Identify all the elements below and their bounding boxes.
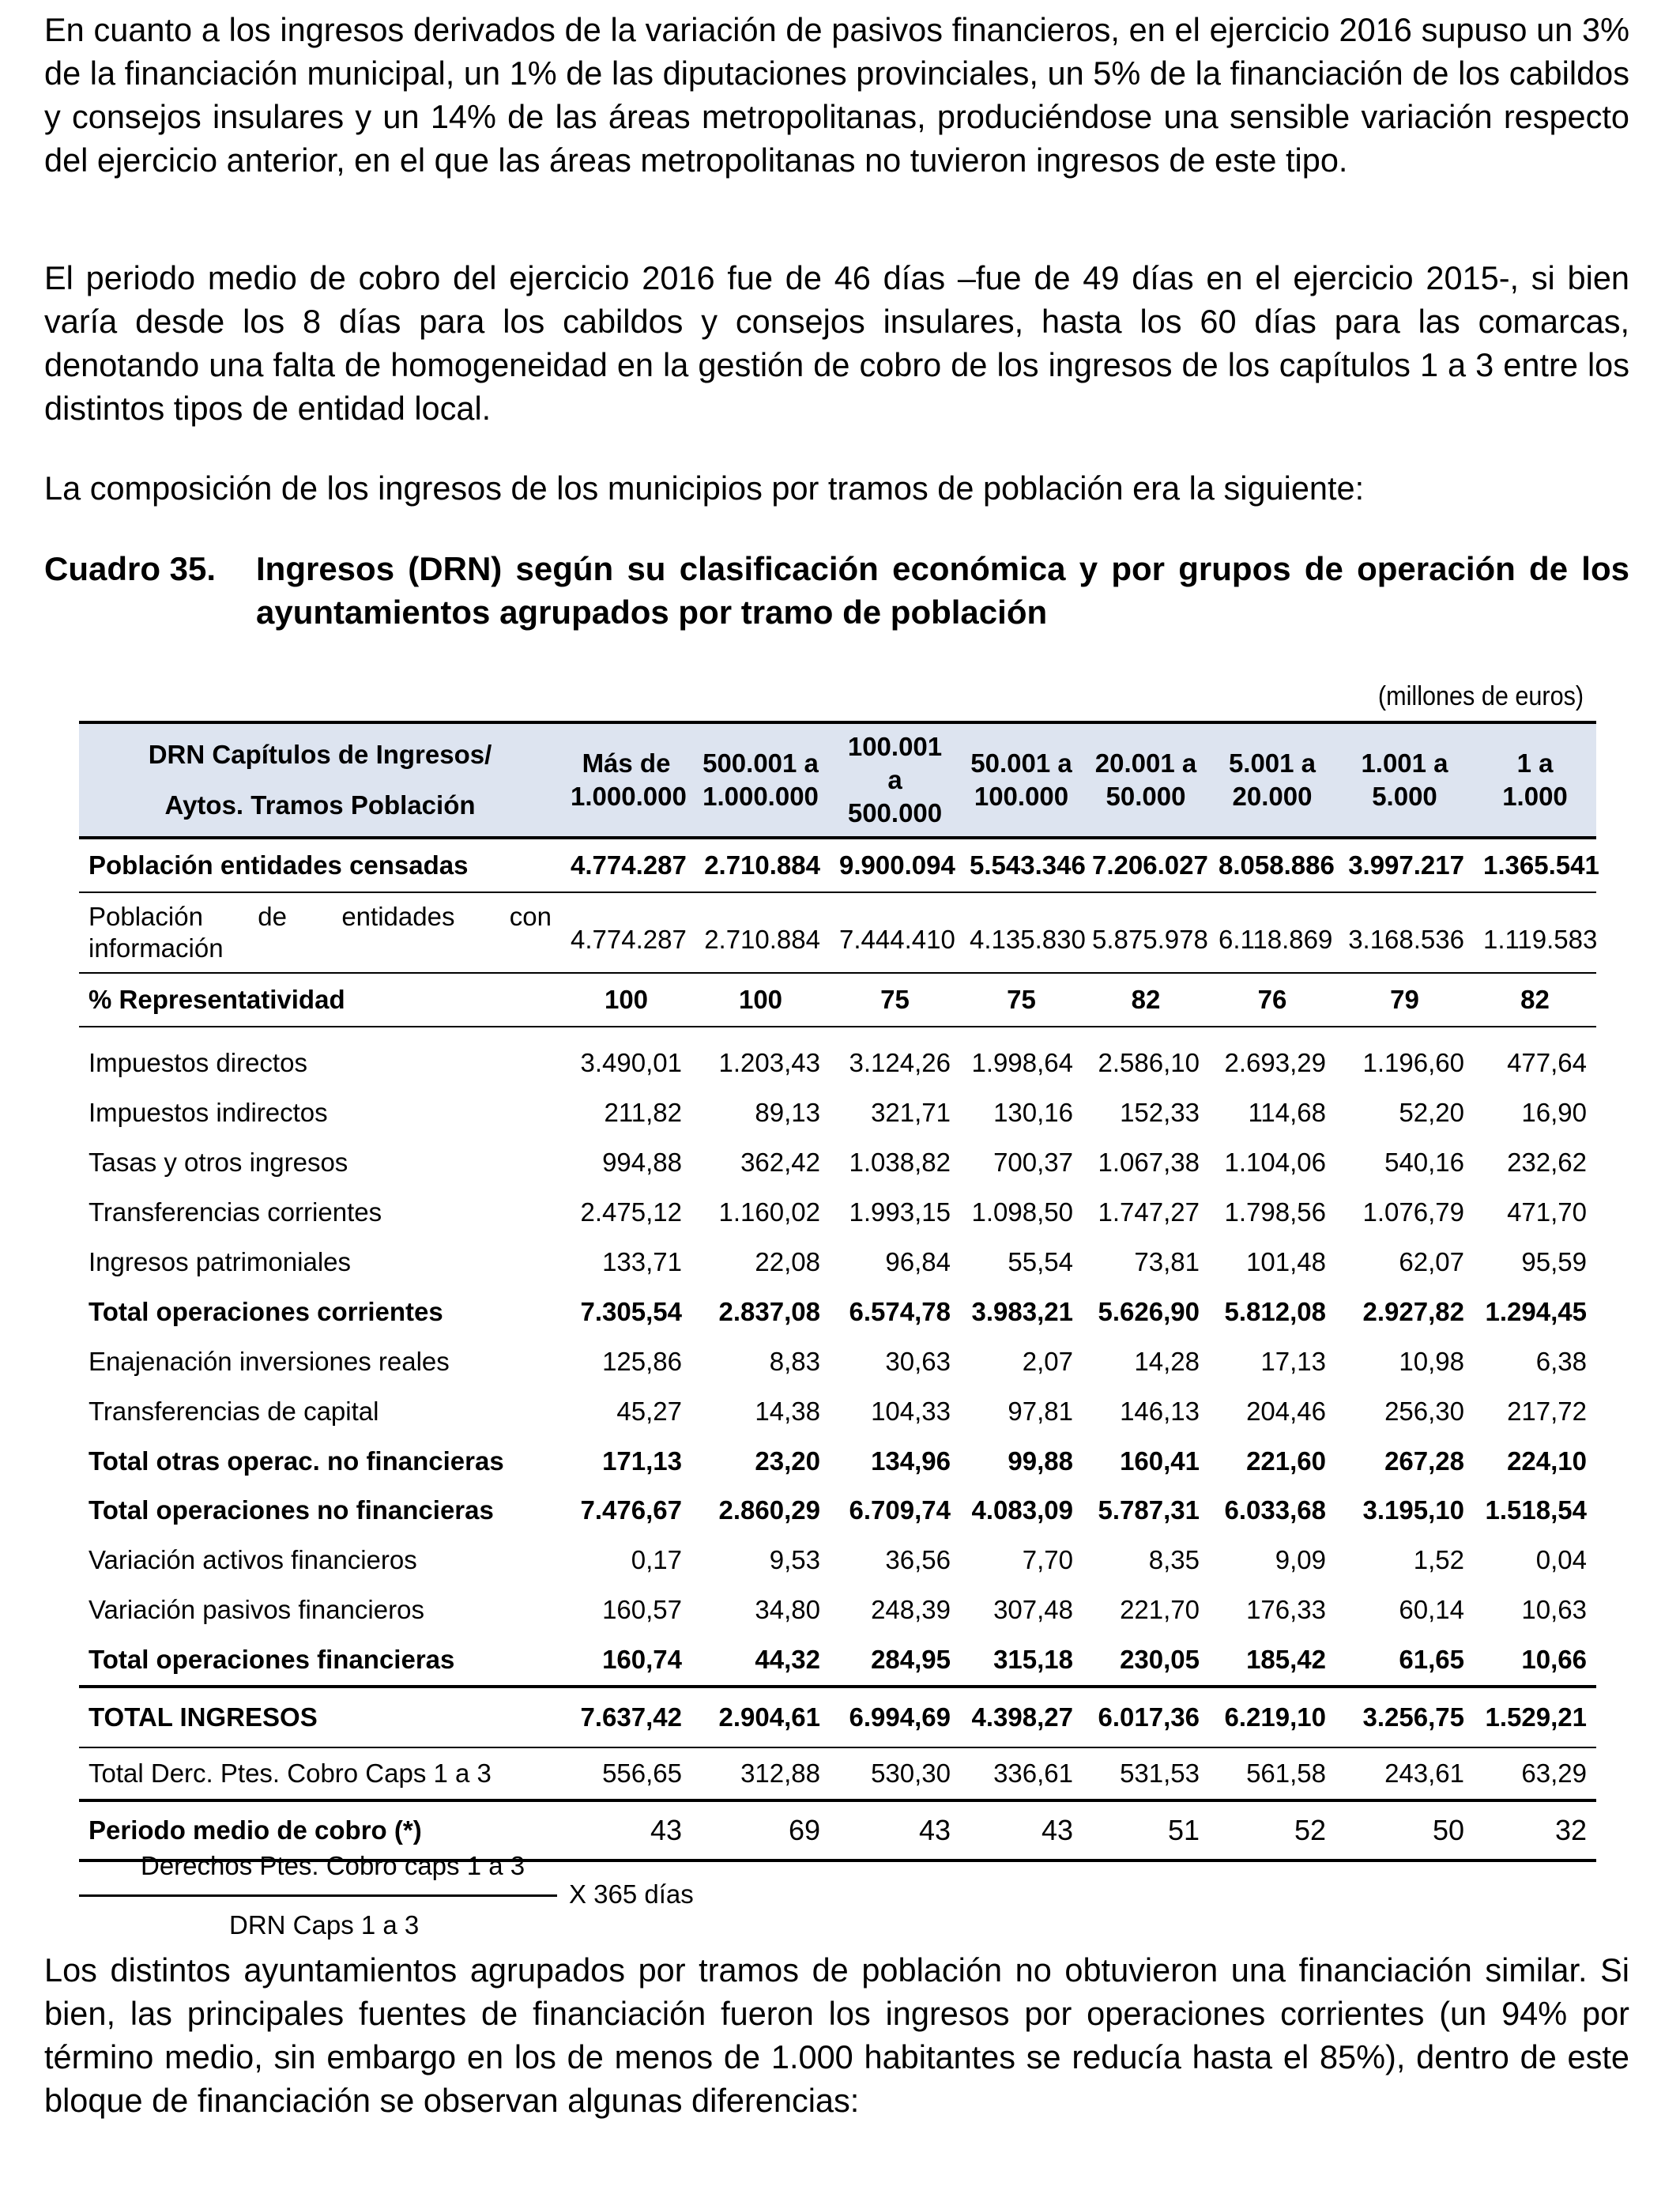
table-cell: 8,83 xyxy=(769,1346,820,1376)
table-cell: 2.904,61 xyxy=(691,1687,830,1747)
row-label: Variación pasivos financieros xyxy=(89,1595,424,1625)
table-cell: 211,82 xyxy=(604,1098,682,1128)
table-cell: 9.900.094 xyxy=(830,838,960,892)
table-row xyxy=(79,1635,1596,1687)
table-cell: 994,88 xyxy=(602,1148,682,1178)
table-cell: 160,41 xyxy=(1120,1446,1200,1476)
table-cell: 100 xyxy=(691,973,830,1027)
table-row xyxy=(79,892,1596,973)
closing-paragraph: Los distintos ayuntamientos agrupados por tramos de población no obtuvieron una financiación similar. Si bien, las principales fuentes de financiación fueron los ingresos por operaciones corrientes (un 94% por término medio, sin embargo en los de menos de 1.000 habitantes se reducía hasta el 85%), dentro de este bloque de financiación se observan algunas diferencias: xyxy=(44,1951,1629,2119)
table-cell: 1,52 xyxy=(1413,1545,1464,1575)
header-col-1: Más de 1.000.000 xyxy=(561,722,691,838)
table-cell: 125,86 xyxy=(602,1346,682,1376)
table-cell: 1.098,50 xyxy=(971,1197,1073,1227)
table-cell: 16,90 xyxy=(1521,1098,1587,1128)
units-note: (millones de euros) xyxy=(1377,681,1584,711)
table-cell: 3.490,01 xyxy=(580,1048,682,1078)
table-cell: 75 xyxy=(830,973,960,1027)
table-cell: 10,98 xyxy=(1399,1346,1464,1376)
header-col-2: 500.001 a 1.000.000 xyxy=(691,722,830,838)
table-cell: 204,46 xyxy=(1246,1396,1326,1426)
table-cell: 5.787,31 xyxy=(1098,1495,1200,1525)
table-cell: 284,95 xyxy=(830,1635,960,1687)
table-cell: 7.444.410 xyxy=(830,892,960,973)
table-cell: 4.083,09 xyxy=(971,1495,1073,1525)
table-cell: 1.998,64 xyxy=(971,1048,1073,1078)
table-cell: 1.294,45 xyxy=(1485,1296,1587,1326)
table-cell: 7.637,42 xyxy=(561,1687,691,1747)
table-row xyxy=(79,1088,1596,1138)
table-cell: 44,32 xyxy=(691,1635,830,1687)
table-cell: 2.586,10 xyxy=(1098,1048,1200,1078)
table-cell: 336,61 xyxy=(960,1747,1083,1800)
table-cell: 2.927,82 xyxy=(1362,1296,1464,1326)
table-cell: 7.476,67 xyxy=(580,1495,682,1525)
table-cell: 43 xyxy=(830,1800,960,1860)
table-cell: 5.626,90 xyxy=(1098,1296,1200,1326)
table-cell: 224,10 xyxy=(1507,1446,1587,1476)
table-cell: 477,64 xyxy=(1507,1048,1587,1078)
table-cell: 248,39 xyxy=(871,1595,951,1625)
table-cell: 152,33 xyxy=(1120,1098,1200,1128)
row-label: Impuestos directos xyxy=(89,1048,307,1078)
table-cell: 315,18 xyxy=(960,1635,1083,1687)
table-cell: 1.119.583 xyxy=(1474,892,1596,973)
row-label: Tasas y otros ingresos xyxy=(89,1148,348,1178)
table-row xyxy=(79,973,1596,1027)
table-cell: 6.574,78 xyxy=(849,1296,951,1326)
table-cell: 5.812,08 xyxy=(1224,1296,1326,1326)
row-label-word: información xyxy=(89,933,224,963)
row-label: Transferencias de capital xyxy=(89,1396,379,1426)
row-label: Total otras operac. no financieras xyxy=(89,1446,504,1476)
table-cell: 17,13 xyxy=(1260,1346,1326,1376)
table-cell: 176,33 xyxy=(1246,1595,1326,1625)
table-cell: 2.710.884 xyxy=(691,892,830,973)
table-row xyxy=(79,1287,1596,1336)
collection-period-paragraph: El periodo medio de cobro del ejercicio 2016 fue de 46 días –fue de 49 días en el ejercicio 2015-, si bien varía desde los 8 días para los cabildos y consejos insulares, hasta los 60 días para las comarcas, denotando una falta de homogeneidad en la gestión de cobro de los ingresos de los capítulos 1 a 3 entre los distintos tipos de entidad local. xyxy=(44,259,1629,427)
table-cell: 8.058.886 xyxy=(1209,838,1335,892)
table-cell: 3.168.536 xyxy=(1335,892,1474,973)
table-cell: 114,68 xyxy=(1248,1098,1326,1128)
table-cell: 34,80 xyxy=(755,1595,820,1625)
table-cell: 530,30 xyxy=(830,1747,960,1800)
table-row xyxy=(79,1687,1596,1747)
table-cell: 100 xyxy=(561,973,691,1027)
row-label: Población entidades censadas xyxy=(79,838,561,892)
table-cell: 55,54 xyxy=(1008,1247,1073,1276)
table-cell: 312,88 xyxy=(691,1747,830,1800)
table-row xyxy=(79,838,1596,892)
row-label: Variación activos financieros xyxy=(89,1545,417,1575)
table-cell: 1.076,79 xyxy=(1362,1197,1464,1227)
row-label: TOTAL INGRESOS xyxy=(79,1687,561,1747)
table-cell: 221,70 xyxy=(1120,1595,1200,1625)
table-row xyxy=(79,1536,1596,1585)
table-cell: 134,96 xyxy=(871,1446,951,1476)
table-cell: 52,20 xyxy=(1399,1098,1464,1128)
table-cell: 1.104,06 xyxy=(1224,1148,1326,1178)
table-cell: 5.543.346 xyxy=(960,838,1083,892)
table-row xyxy=(79,1436,1596,1486)
table-cell: 9,53 xyxy=(769,1545,820,1575)
caption-number: Cuadro 35. xyxy=(44,550,217,587)
table-cell: 1.203,43 xyxy=(718,1048,820,1078)
table-cell: 561,58 xyxy=(1209,1747,1335,1800)
table-cell: 7.305,54 xyxy=(580,1296,682,1326)
row-label: % Representatividad xyxy=(79,973,561,1027)
income-table xyxy=(79,721,1599,1862)
table-row xyxy=(79,1386,1596,1436)
table-cell: 3.195,10 xyxy=(1362,1495,1464,1525)
table-cell: 8,35 xyxy=(1148,1545,1200,1575)
table-cell: 4.774.287 xyxy=(561,892,691,973)
row-label: Total operaciones financieras xyxy=(79,1635,561,1687)
table-cell: 0,04 xyxy=(1535,1545,1587,1575)
table-cell: 1.993,15 xyxy=(849,1197,951,1227)
table-row xyxy=(79,1238,1596,1287)
row-label-word: entidades xyxy=(341,902,455,931)
row-label-word: Población xyxy=(89,902,203,931)
table-cell: 232,62 xyxy=(1507,1148,1587,1178)
table-cell: 14,28 xyxy=(1134,1346,1200,1376)
composition-paragraph: La composición de los ingresos de los municipios por tramos de población era la siguiente: xyxy=(44,469,1365,507)
table-cell: 3.983,21 xyxy=(971,1296,1073,1326)
table-cell: 221,60 xyxy=(1246,1446,1326,1476)
table-cell: 22,08 xyxy=(755,1247,820,1276)
table-cell: 146,13 xyxy=(1120,1396,1200,1426)
table-cell: 171,13 xyxy=(602,1446,682,1476)
table-cell: 6.709,74 xyxy=(849,1495,951,1525)
table-cell: 1.196,60 xyxy=(1362,1048,1464,1078)
table-cell: 69 xyxy=(691,1800,830,1860)
formula-multiplier: X 365 días xyxy=(569,1879,694,1909)
table-cell: 10,63 xyxy=(1521,1595,1587,1625)
table-cell: 2.837,08 xyxy=(718,1296,820,1326)
table-cell: 2.475,12 xyxy=(580,1197,682,1227)
table-cell: 2.710.884 xyxy=(691,838,830,892)
table-cell: 531,53 xyxy=(1083,1747,1209,1800)
row-label: Enajenación inversiones reales xyxy=(89,1346,450,1376)
header-col-3: 100.001 a 500.000 xyxy=(830,722,960,838)
table-cell: 6.219,10 xyxy=(1209,1687,1335,1747)
table-cell: 1.529,21 xyxy=(1474,1687,1596,1747)
row-label-word: de xyxy=(258,902,287,931)
table-cell: 540,16 xyxy=(1384,1148,1464,1178)
table-cell: 133,71 xyxy=(602,1247,682,1276)
table-cell: 321,71 xyxy=(871,1098,951,1128)
table-cell: 52 xyxy=(1209,1800,1335,1860)
row-label xyxy=(79,892,561,973)
table-cell: 556,65 xyxy=(561,1747,691,1800)
table-cell: 101,48 xyxy=(1246,1247,1326,1276)
table-cell: 700,37 xyxy=(993,1148,1073,1178)
table-row xyxy=(79,1138,1596,1188)
table-row xyxy=(79,1336,1596,1386)
table-cell: 82 xyxy=(1083,973,1209,1027)
intro-paragraph: En cuanto a los ingresos derivados de la variación de pasivos financieros, en el ejercicio 2016 supuso un 3% de la financiación municipal, un 1% de las diputaciones provinciales, un 5% de la financiación de los cabildos y consejos insulares y un 14% de las áreas metropolitanas, produciéndose una sensible variación respecto del ejercicio anterior, en el que las áreas metropolitanas no tuvieron ingresos de este tipo. xyxy=(44,11,1629,179)
table-header-row xyxy=(79,722,1596,838)
table-cell: 6.994,69 xyxy=(830,1687,960,1747)
row-label: Transferencias corrientes xyxy=(89,1197,382,1227)
table-cell: 30,63 xyxy=(885,1346,951,1376)
table-cell: 4.135.830 xyxy=(960,892,1083,973)
table-cell: 9,09 xyxy=(1275,1545,1326,1575)
table-cell: 160,74 xyxy=(561,1635,691,1687)
table-cell: 76 xyxy=(1209,973,1335,1027)
header-col-4: 50.001 a 100.000 xyxy=(960,722,1083,838)
header-col-6: 5.001 a 20.000 xyxy=(1209,722,1335,838)
table-cell: 1.747,27 xyxy=(1098,1197,1200,1227)
table-cell: 1.067,38 xyxy=(1098,1148,1200,1178)
row-label: Ingresos patrimoniales xyxy=(89,1247,351,1276)
caption-title: Ingresos (DRN) según su clasificación económica y por grupos de operación de los ayuntamientos agrupados por tramo de población xyxy=(256,550,1629,631)
table-cell: 51 xyxy=(1083,1800,1209,1860)
header-first-line2: Aytos. Tramos Población xyxy=(164,790,476,820)
header-first-line1: DRN Capítulos de Ingresos/ xyxy=(148,740,492,769)
table-cell: 2.860,29 xyxy=(718,1495,820,1525)
row-label: Total operaciones no financieras xyxy=(89,1495,494,1525)
table-cell: 6.017,36 xyxy=(1083,1687,1209,1747)
header-col-8: 1 a 1.000 xyxy=(1474,722,1596,838)
header-col-7: 1.001 a 5.000 xyxy=(1335,722,1474,838)
table-cell: 104,33 xyxy=(871,1396,951,1426)
row-label: Total operaciones corrientes xyxy=(89,1296,443,1326)
row-label: Periodo medio de cobro (*) xyxy=(79,1800,561,1860)
table-cell: 10,66 xyxy=(1474,1635,1596,1687)
table-cell: 3.124,26 xyxy=(849,1048,951,1078)
table-cell: 96,84 xyxy=(885,1247,951,1276)
table-cell: 160,57 xyxy=(602,1595,682,1625)
table-cell: 79 xyxy=(1335,973,1474,1027)
table-cell: 1.518,54 xyxy=(1485,1495,1587,1525)
table-cell: 97,81 xyxy=(1008,1396,1073,1426)
table-cell: 36,56 xyxy=(885,1545,951,1575)
table-cell: 1.798,56 xyxy=(1224,1197,1326,1227)
header-first-cell xyxy=(79,722,561,838)
table-cell: 4.774.287 xyxy=(561,838,691,892)
row-label: Total Derc. Ptes. Cobro Caps 1 a 3 xyxy=(79,1747,561,1800)
table-cell: 63,29 xyxy=(1474,1747,1596,1800)
formula-numerator: Derechos Ptes. Cobro caps 1 a 3 xyxy=(141,1851,525,1880)
table-cell: 3.256,75 xyxy=(1335,1687,1474,1747)
table-cell: 2.693,29 xyxy=(1224,1048,1326,1078)
table-cell: 1.365.541 xyxy=(1474,838,1596,892)
table-cell: 1.160,02 xyxy=(718,1197,820,1227)
table-cell: 185,42 xyxy=(1209,1635,1335,1687)
table-cell: 4.398,27 xyxy=(960,1687,1083,1747)
table-cell: 99,88 xyxy=(1008,1446,1073,1476)
table-cell: 60,14 xyxy=(1399,1595,1464,1625)
table-cell: 1.038,82 xyxy=(849,1148,951,1178)
table-cell: 23,20 xyxy=(755,1446,820,1476)
table-cell: 45,27 xyxy=(616,1396,682,1426)
table-cell: 95,59 xyxy=(1521,1247,1587,1276)
row-label: Impuestos indirectos xyxy=(89,1098,328,1128)
table-cell: 43 xyxy=(960,1800,1083,1860)
table-cell: 2,07 xyxy=(1022,1346,1073,1376)
table-cell: 307,48 xyxy=(993,1595,1073,1625)
table-cell: 7.206.027 xyxy=(1083,838,1209,892)
header-col-5: 20.001 a 50.000 xyxy=(1083,722,1209,838)
table-cell: 61,65 xyxy=(1335,1635,1474,1687)
table-cell: 256,30 xyxy=(1384,1396,1464,1426)
table-cell: 75 xyxy=(960,973,1083,1027)
formula-fraction-line xyxy=(79,1894,557,1897)
table-row xyxy=(79,1486,1596,1536)
table-cell: 73,81 xyxy=(1134,1247,1200,1276)
table-cell: 5.875.978 xyxy=(1083,892,1209,973)
row-label-word: con xyxy=(509,902,552,931)
table-cell: 62,07 xyxy=(1399,1247,1464,1276)
table-cell: 3.997.217 xyxy=(1335,838,1474,892)
table-cell: 217,72 xyxy=(1507,1396,1587,1426)
table-cell: 471,70 xyxy=(1507,1197,1587,1227)
table-cell: 14,38 xyxy=(755,1396,820,1426)
table-cell: 7,70 xyxy=(1022,1545,1073,1575)
table-cell: 230,05 xyxy=(1083,1635,1209,1687)
table-row xyxy=(79,1027,1596,1088)
table-cell: 50 xyxy=(1335,1800,1474,1860)
table-row xyxy=(79,1585,1596,1635)
table-cell: 82 xyxy=(1474,973,1596,1027)
formula-denominator: DRN Caps 1 a 3 xyxy=(229,1910,420,1940)
table-cell: 362,42 xyxy=(740,1148,820,1178)
table-cell: 32 xyxy=(1474,1800,1596,1860)
table-cell: 0,17 xyxy=(631,1545,682,1575)
table-cell: 6.118.869 xyxy=(1209,892,1335,973)
table-cell: 43 xyxy=(561,1800,691,1860)
table-row xyxy=(79,1747,1596,1800)
table-cell: 6,38 xyxy=(1535,1346,1587,1376)
table-cell: 267,28 xyxy=(1384,1446,1464,1476)
table-cell: 6.033,68 xyxy=(1224,1495,1326,1525)
table-cell: 89,13 xyxy=(755,1098,820,1128)
table-cell: 243,61 xyxy=(1335,1747,1474,1800)
table-cell: 130,16 xyxy=(993,1098,1073,1128)
table-row xyxy=(79,1188,1596,1238)
